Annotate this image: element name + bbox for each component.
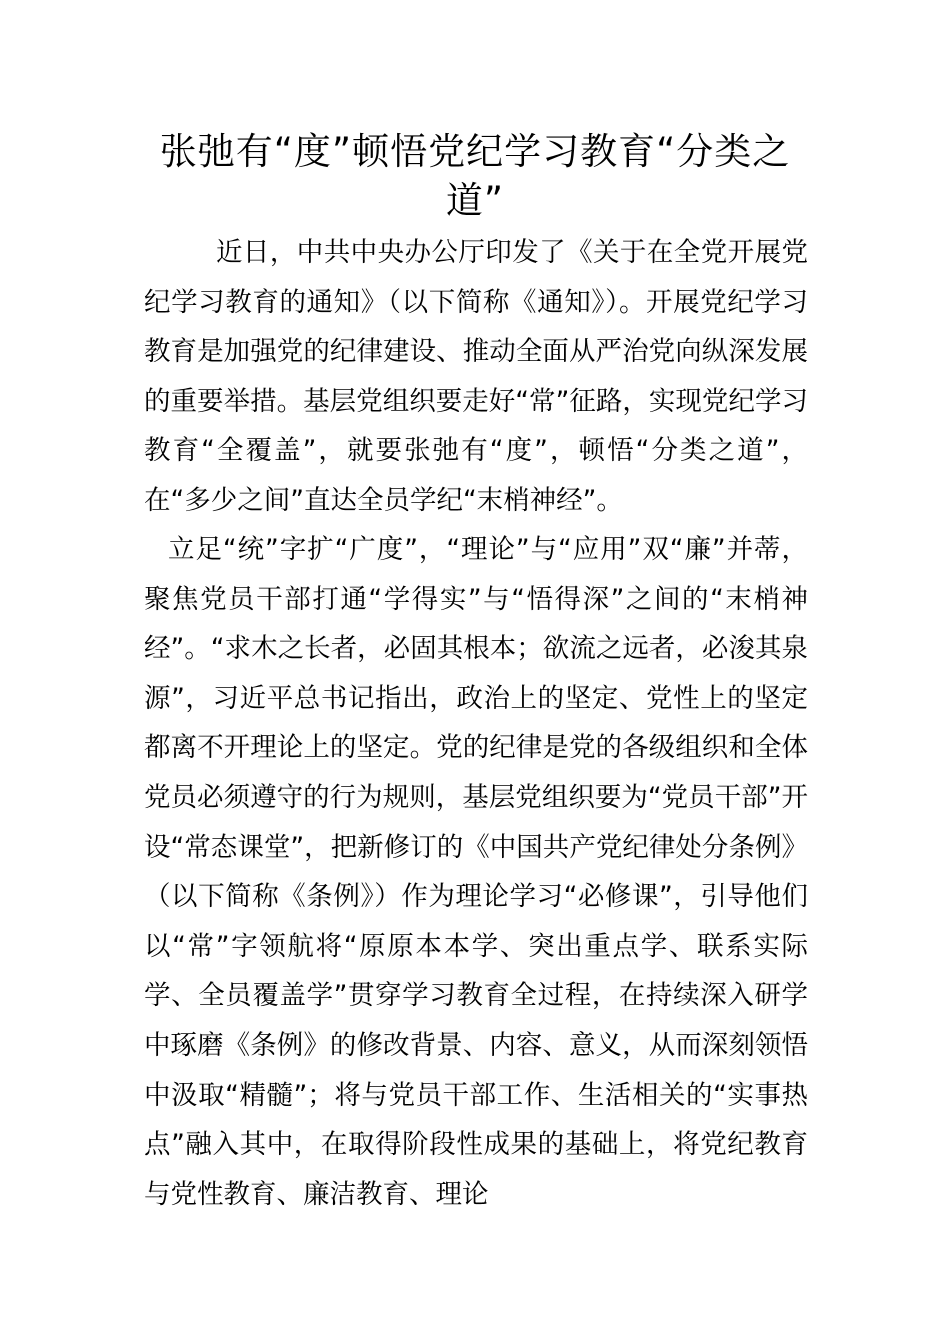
paragraph-intro: 近日，中共中央办公厅印发了《关于在全党开展党纪学习教育的通知》（以下简称《通知》）。开展党纪学习教育是加强党的纪律建设、推动全面从严治党向纵深发展的重要举措。基层党组织要走好“常”征路，实现党纪学习教育“全覆盖”，就要张弛有“度”，顿悟“分类之道”，在“多少之间”直达全员学纪“末梢神经”。 <box>144 237 808 516</box>
paragraph-breadth: 立足“统”字扩“广度”，“理论”与“应用”双“廉”并蒂，聚焦党员干部打通“学得实”与“悟得深”之间的“末梢神经”。“求木之长者，必固其根本；欲流之远者，必浚其泉源”，习近平总书记指出，政治上的坚定、党性上的坚定都离不开理论上的坚定。党的纪律是党的各级组织和全体党员必须遵守的行为规则，基层党组织要为“党员干部”开设“常态课堂”，把新修订的《中国共产党纪律处分条例》（以下简称《条例》）作为理论学习“必修课”，引导他们以“常”字领航将“原原本本学、突出重点学、联系实际学、全员覆盖学”贯穿学习教育全过程，在持续深入研学中琢磨《条例》的修改背景、内容、意义，从而深刻领悟中汲取“精髓”；将与党员干部工作、生活相关的“实事热点”融入其中，在取得阶段性成果的基础上，将党纪教育与党性教育、廉洁教育、理论 <box>144 534 808 1210</box>
document-title: 张弛有“度”顿悟党纪学习教育“分类之道” <box>159 130 791 222</box>
